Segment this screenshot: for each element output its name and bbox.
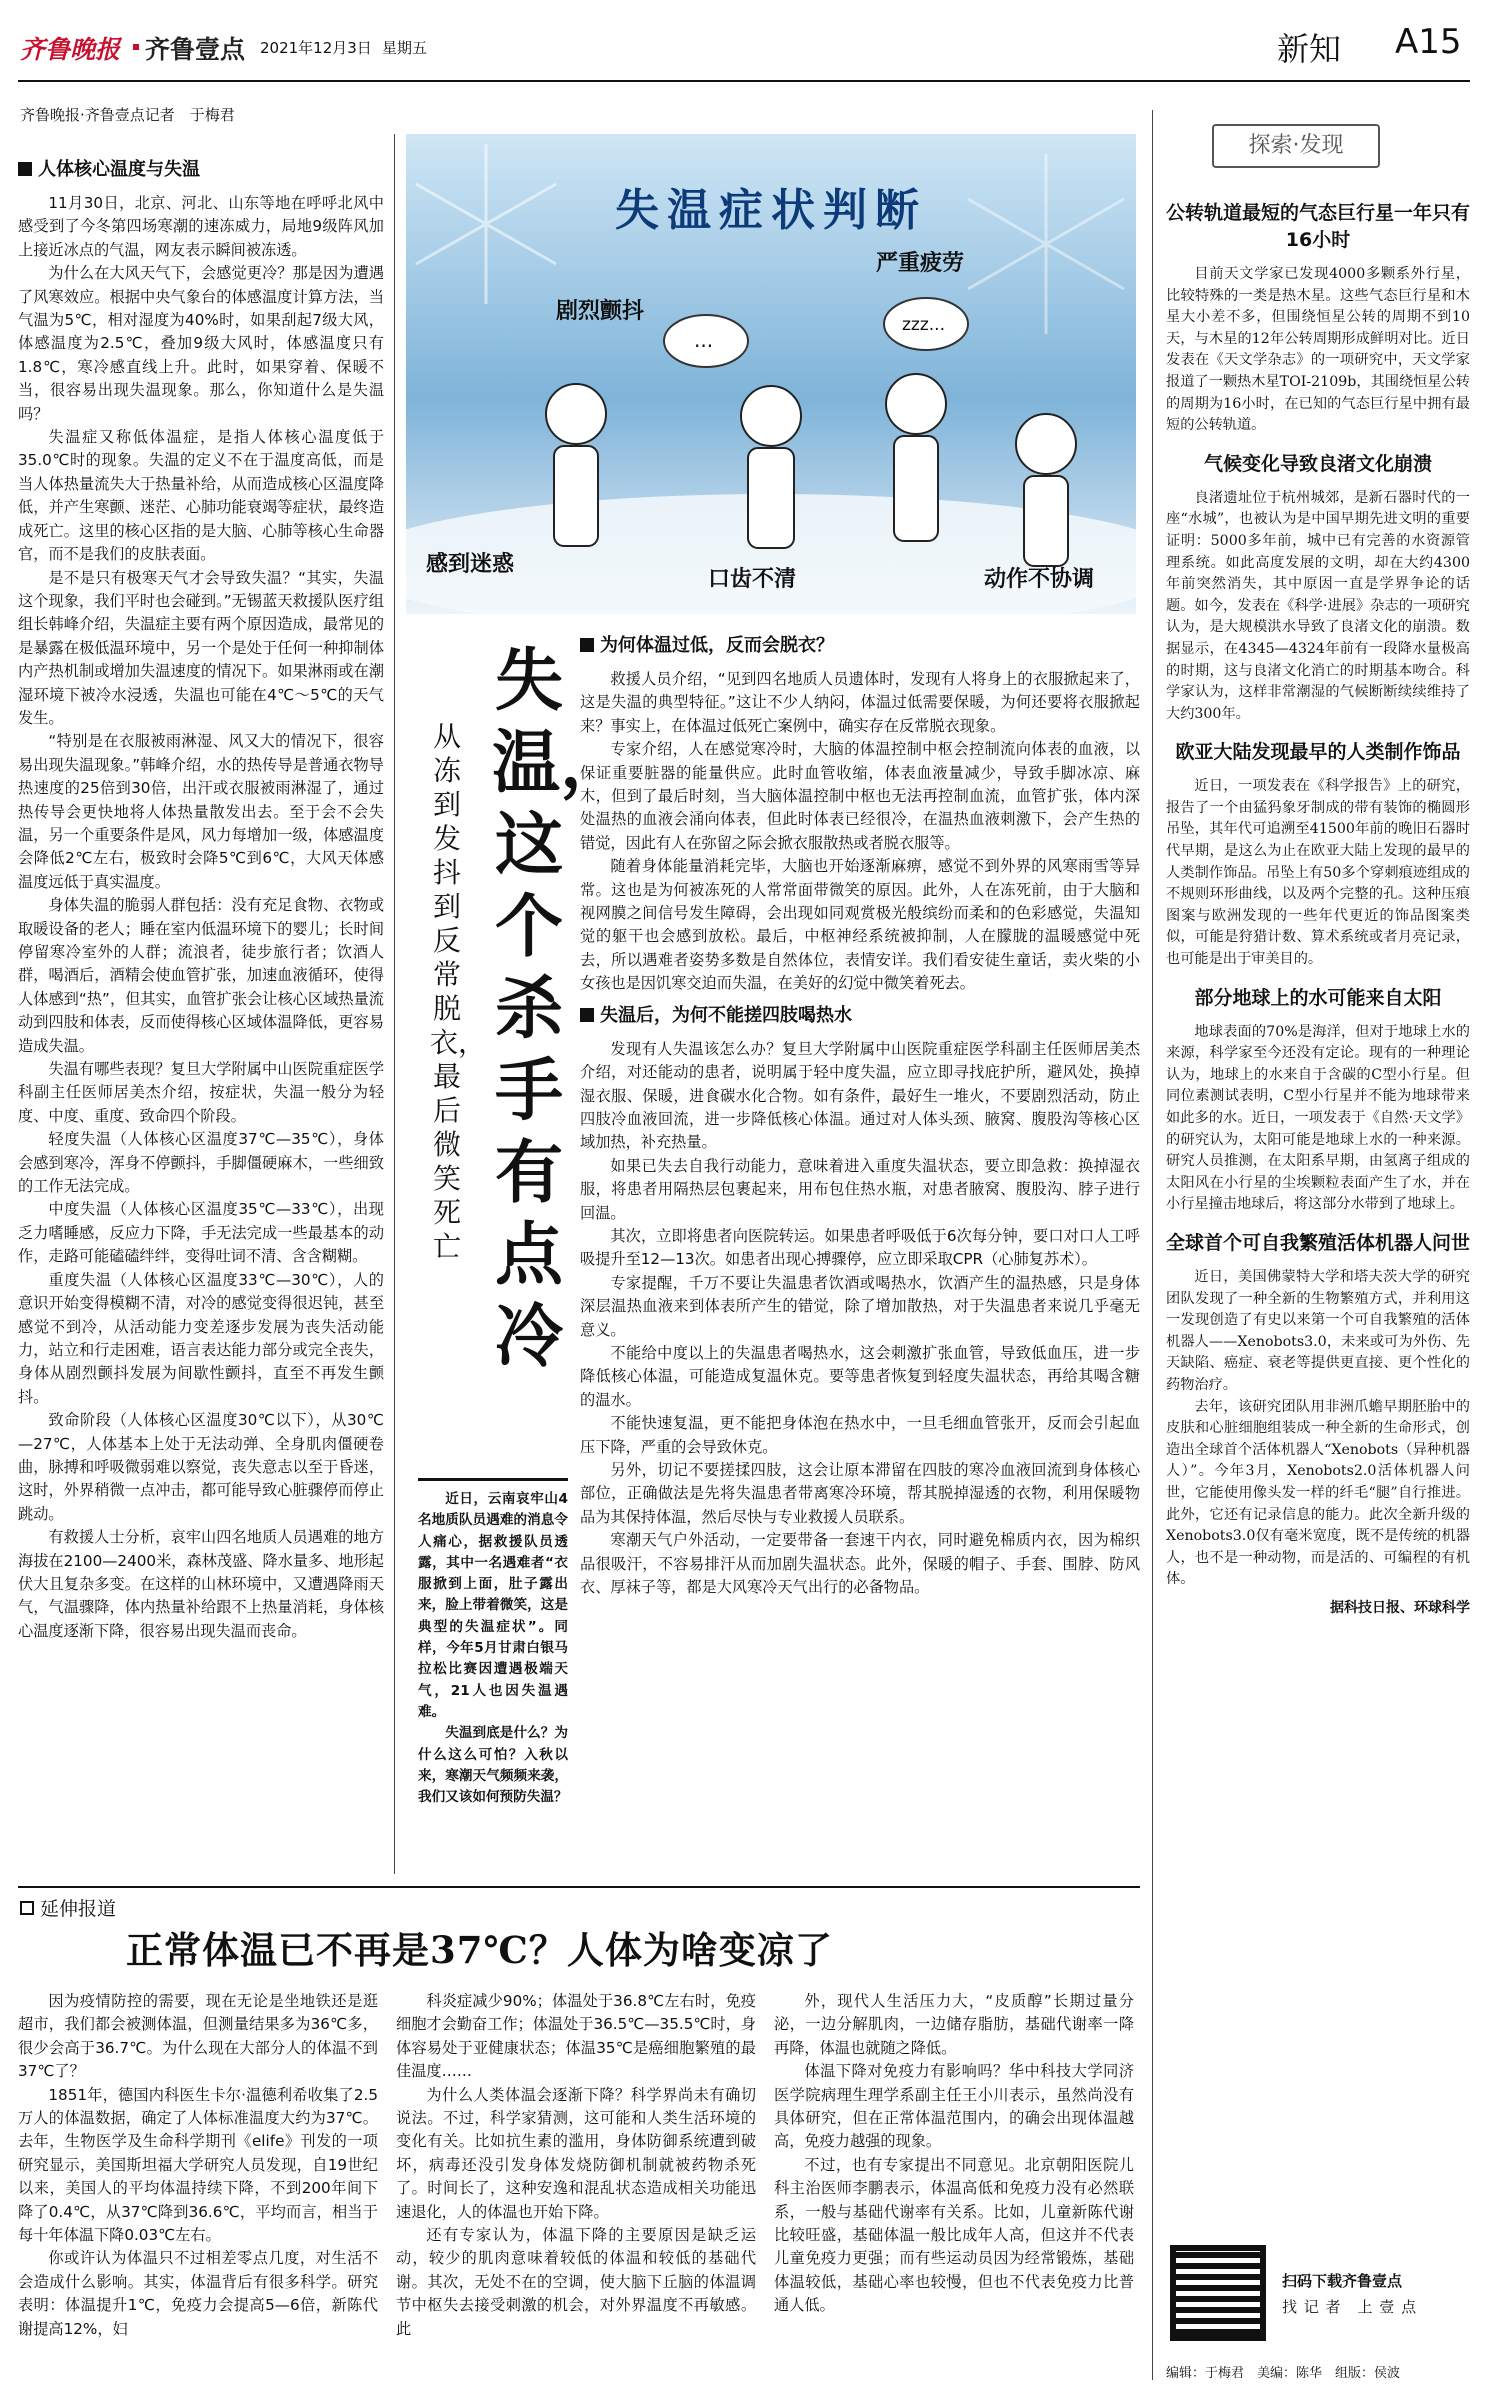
paragraph: 你或许认为体温只不过相差零点几度，对生活不会造成什么影响。其实，体温背后有很多科学。研究表明：体温提升1℃，免疫力会提高5—6倍，新陈代谢提高12%，妇 (18, 2249, 378, 2338)
symptom-label: 剧烈颤抖 (556, 299, 645, 324)
paragraph: 中度失温（人体核心区温度35℃—33℃），出现乏力嗜睡感，反应力下降，手无法完成一些最基本的动作，走路可能磕磕绊绊，变得吐词不清、含含糊糊。 (18, 1200, 384, 1266)
paragraph: 有救援人士分析，哀牢山四名地质人员遇难的地方海拔在2100—2400米，森林茂盛、降水量多、地形起伏大且复杂多变。在这样的山林环境中，又遭遇降雨天气，气温骤降，体内热量补给跟不上热量消耗，身体核心温度逐渐下降，很容易出现失温而丧命。 (18, 1528, 384, 1640)
paragraph: 轻度失温（人体核心区温度37℃—35℃），身体会感到寒冷，浑身不停颤抖，手脚僵硬麻木，一些细致的工作无法完成。 (18, 1130, 384, 1196)
qr-code[interactable] (1170, 2245, 1266, 2341)
person-figure (546, 384, 606, 546)
lead-box (418, 1478, 568, 1862)
paragraph: 因为疫情防控的需要，现在无论是坐地铁还是逛超市，我们都会被测体温，但测量结果多为36℃多，很少会高于36.7℃。为什么现在大部分人的体温不到37℃了？ (18, 1992, 378, 2081)
infographic-title: 失温症状判断 (615, 185, 927, 236)
column-rule (394, 134, 395, 1874)
page-number: A15 (1395, 22, 1462, 62)
paragraph: 为什么人类体温会逐渐下降？科学界尚未有确切说法。不过，科学家猜测，这可能和人类生活环境的变化有关。比如抗生素的滥用，身体防御系统遭到破坏，病毒还没引发身体发烧防御机制就被药物杀死了。时间长了，这种安逸和混乱状态造成相关功能迅速退化，人的体温也开始下降。 (396, 2085, 756, 2221)
masthead-rule (18, 80, 1470, 82)
section-name: 新知 (1277, 30, 1342, 68)
paragraph: 1851年，德国内科医生卡尔·温德利希收集了2.5万人的体温数据，确定了人体标准温度大约为37℃。去年，生物医学及生命科学期刊《elife》刊发的一项研究显示，美国斯坦福大学研究人员发现，自19世纪以来，美国人的平均体温持续下降，不到200年间下降了0.4℃，从37℃降到36.6℃，平均而言，相当于每十年体温下降0.03℃左右。 (18, 2085, 378, 2245)
paragraph: 科炎症减少90%；体温处于36.8℃左右时，免疫细胞才会勤奋工作；体温处于36.5℃—35.5℃时，身体容易处于亚健康状态；体温35℃是癌细胞繁殖的最佳温度…… (396, 1992, 756, 2081)
person-figure (1016, 414, 1076, 566)
square-bullet-icon (18, 162, 32, 176)
symptom-label: 口齿不清 (708, 567, 797, 592)
paragraph: 11月30日，北京、河北、山东等地在呼呼北风中感受到了今冬第四场寒潮的速冻威力，局地9级阵风加上接近冰点的气温，网友表示瞬间被冻透。 (18, 194, 384, 259)
section-heading-text: 人体核心温度与失温 (38, 159, 200, 180)
paragraph: 是不是只有极寒天气才会导致失温？“其实，失温这个现象，我们平时也会碰到。”无锡蓝天救援队医疗组组长韩峰介绍，失温症主要有两个原因造成，最常见的是暴露在极低温环境中，另一个是处于任何一种抑制体内产热机制或增加失温速度的情况下。如果淋雨或在潮湿环境下被冷水浸透，失温也可能在4℃～5℃的天气发生。 (18, 568, 384, 727)
paragraph: 专家介绍，人在感觉寒冷时，大脑的体温控制中枢会控制流向体表的血液，以保证重要脏器的能量供应。此时血管收缩，体表血液量减少，导致手脚冰凉、麻木，但到了最后时刻，当大脑体温控制中枢也无法再控制血流，血管扩张，体内深处温热的血液会涌向体表，但此时体表已经很冷，在温热血液刺激下，会产生热的错觉，因此有人在弥留之际会掀衣服散热或者脱衣服等。 (580, 740, 1140, 852)
extension-rule (18, 1886, 1140, 1888)
lead-paragraph: 失温到底是什么？为什么这么可怕？入秋以来，寒潮天气频频来袭，我们又该如何预防失温？ (418, 1725, 568, 1806)
main-headline: 失温，这个杀手有点冷 (492, 641, 629, 1377)
section-heading (18, 156, 384, 184)
sidebar-paragraph: 近日，美国佛蒙特大学和塔夫茨大学的研究团队发现了一种全新的生物繁殖方式，并利用这一发现创造了有史以来第一个可自我繁殖的活体机器人——Xenobots3.0，未来或可为外伤、先天缺陷、癌症、衰老等提供更直接、更个性化的药物治疗。 (1166, 1268, 1470, 1393)
paragraph: 不能快速复温，更不能把身体泡在热水中，一旦毛细血管张开，反而会引起血压下降，严重的会导致休克。 (580, 1414, 1140, 1456)
lead-paragraph: 近日，云南哀牢山4名地质队员遇难的消息令人痛心，据救援队员透露，其中一名遇难者“衣服掀到上面，肚子露出来，脸上带着微笑，这是典型的失温症状”。同样，今年5月甘肃白银马拉松比赛因遭遇极端天气，21人也因失温遇难。 (418, 1491, 568, 1720)
bubble-text: ... (694, 328, 714, 352)
paragraph: 外，现代人生活压力大，“皮质醇”长期过量分泌，一边分解肌肉，一边储存脂肪，基础代谢率一降再降，体温也就随之降低。 (774, 1992, 1134, 2057)
separator-dot (133, 44, 139, 50)
person-figure (741, 386, 801, 548)
extension-column (18, 1990, 378, 2386)
sub-headline: 从冻到发抖到反常脱衣，最后微笑死亡 (430, 720, 487, 1263)
page-footer: 编辑：于梅君 美编：陈华 组版：侯波 (1166, 2366, 1401, 2381)
extension-headline: 正常体温已不再是37℃？人体为啥变凉了 (126, 1928, 833, 1972)
issue-weekday: 星期五 (382, 39, 428, 57)
symptom-label: 动作不协调 (984, 567, 1095, 592)
qr-caption: 扫码下载齐鲁壹点 (1282, 2272, 1403, 2290)
sidebar-article-title: 气候变化导致良渚文化崩溃 (1203, 452, 1432, 475)
paragraph: 如果已失去自我行动能力，意味着进入重度失温状态，要立即急救：换掉湿衣服，将患者用隔热层包裹起来，用布包住热水瓶，对患者腋窝、腹股沟、脖子进行回温。 (580, 1156, 1140, 1222)
article-column-3 (580, 626, 1140, 1872)
paragraph: “特别是在衣服被雨淋湿、风又大的情况下，很容易出现失温现象。”韩峰介绍，水的热传导是普通衣物导热速度的25倍到30倍，出汗或衣服被雨淋湿了，通过热传导会更快地将人体热量散发出去。至于会不会失温，另一个重要条件是风，风力每增加一级，体感温度会降低2℃左右，极致时会降5℃到6℃，大风天体感温度远低于真实温度。 (18, 732, 384, 891)
paragraph: 重度失温（人体核心区温度33℃—30℃），人的意识开始变得模糊不清，对冷的感觉变得很迟钝，甚至感觉不到冷，从活动能力变差逐步发展为丧失活动能力，站立和行走困难，语言表达能力部分或完全丧失，身体从剧烈颤抖发展为间歇性颤抖，直至不再发生颤抖。 (18, 1270, 384, 1406)
sidebar-paragraph: 去年，该研究团队用非洲爪蟾早期胚胎中的皮肤和心脏细胞组装成一种全新的生命形式，创造出全球首个活体机器人“Xenobots（异种机器人）”。今年3月，Xenobots2.0活体机器人问世，它能使用像头发一样的纤毛“腿”自行推进。此外，它还有记录信息的能力。此次全新升级的Xenobots3.0仅有毫米宽度，既不是传统的机器人，也不是一种动物，而是活的、可编程的有机体。 (1166, 1398, 1470, 1588)
sidebar-rule (1152, 110, 1153, 2380)
sidebar-article-title: 公转轨道最短的气态巨行星一年只有16小时 (1166, 202, 1470, 251)
extension-column (774, 1990, 1134, 2386)
paragraph: 发现有人失温该怎么办？复旦大学附属中山医院重症医学科副主任医师居美杰介绍，对还能动的患者，说明属于轻中度失温，应立即寻找庇护所，避风处，换掉湿衣服、保暖，进食碳水化合物。如有条件，最好生一堆火，不要剧烈活动，防止四肢冷血液回流，进一步降低核心体温。通过对人体头颈、腋窝、腹股沟等核心区域加热，补充热量。 (580, 1039, 1140, 1152)
paper-logo: 齐鲁晚报 (20, 35, 121, 64)
square-bullet-icon (580, 1008, 594, 1022)
sidebar-paragraph: 近日，一项发表在《科学报告》上的研究，报告了一个由猛犸象牙制成的带有装饰的椭圆形吊坠，其年代可追溯至41500年前的晚旧石器时代早期，是这么为止在欧亚大陆上发现的最早的人类制作饰品。吊坠上有50多个穿刺痕迹组成的不规则环形曲线，以及两个完整的孔。这种压痕图案与欧洲发现的一些年代更近的饰品图案类似，可能是狩猎计数、算术系统或者月亮记录，也可能是出于审美目的。 (1166, 778, 1470, 968)
sidebar-paragraph: 良渚遗址位于杭州城郊，是新石器时代的一座“水城”，也被认为是中国早期先进文明的重要证明：5000多年前，城中已有完善的水资源管理系统。如此高度发展的文明，却在大约4300年前突然消失，其中原因一直是学界争论的话题。如今，发表在《科学·进展》杂志的一项研究认为，是大规模洪水导致了良渚文化的崩溃。数据显示，在4345—4324年前有一段降水量极高的时期，这与良渚文化消亡的时期基本吻合。科学家认为，这样非常潮湿的气候断断续续维持了大约300年。 (1166, 489, 1470, 722)
sidebar-source: 据科技日报、环球科学 (1330, 1599, 1470, 1616)
app-logo: 齐鲁壹点 (145, 35, 246, 64)
symptom-label: 感到迷惑 (426, 552, 515, 577)
paragraph: 随着身体能量消耗完毕，大脑也开始逐渐麻痹，感觉不到外界的风寒雨雪等异常。这也是为何被冻死的人常常面带微笑的原因。此外，人在冻死前，由于大脑和视网膜之间信号发生障碍，会出现如同观赏极光般缤纷而柔和的色彩感觉，失温知觉的躯干也会感到放松。最后，中枢神经系统被抑制，人在朦胧的温暖感觉中死去，所以遇难者姿势多数是自然体位，表情安详。我们看安徒生童话，卖火柴的小女孩也是因饥寒交迫而失温，在美好的幻觉中微笑着死去。 (580, 857, 1140, 993)
symptom-label: 严重疲劳 (876, 251, 965, 276)
section-heading-text: 为何体温过低，反而会脱衣？ (600, 635, 834, 656)
sidebar-article-title: 欧亚大陆发现最早的人类制作饰品 (1175, 741, 1461, 764)
snowflake-icon (416, 144, 556, 304)
paragraph: 专家提醒，千万不要让失温患者饮酒或喝热水，饮酒产生的温热感，只是身体深层温热血液来到体表所产生的错觉，除了增加散热，对于失温患者来说几乎毫无意义。 (580, 1273, 1140, 1339)
paragraph: 失温有哪些表现？复旦大学附属中山医院重症医学科副主任医师居美杰介绍，按症状，失温一般分为轻度、中度、重度、致命四个阶段。 (18, 1060, 384, 1125)
infographic (406, 134, 1136, 614)
sidebar-article-title: 部分地球上的水可能来自太阳 (1194, 986, 1442, 1009)
sidebar-articles (1166, 186, 1470, 2176)
paragraph: 体温下降对免疫力有影响吗？华中科技大学同济医学院病理生理学系副主任王小川表示，虽然尚没有具体研究，但在正常体温范围内，的确会出现体温越高，免疫力越强的现象。 (774, 2062, 1134, 2151)
paragraph: 致命阶段（人体核心区温度30℃以下），从30℃—27℃，人体基本上处于无法动弹、全身肌肉僵硬卷曲，脉搏和呼吸微弱难以察觉，丧失意志以至于昏迷，这时，外界稍微一点冲击，都可能导致心脏骤停而停止跳动。 (18, 1411, 384, 1523)
paragraph: 还有专家认为，体温下降的主要原因是缺乏运动，较少的肌肉意味着较低的体温和较低的基础代谢。其次，无处不在的空调，使大脑下丘脑的体温调节中枢失去接受刺激的机会，对外界温度不再敏感。此 (396, 2226, 756, 2338)
sidebar-tag: 探索·发现 (1212, 124, 1380, 168)
report-icon (20, 1901, 34, 1915)
extension-tag-text: 延伸报道 (40, 1898, 117, 1920)
paragraph: 其次，立即将患者向医院转运。如果患者呼吸低于6次每分钟，要口对口人工呼吸提升至12—13次。如患者出现心搏骤停，应立即采取CPR（心肺复苏术）。 (580, 1226, 1140, 1269)
qr-caption: 找 记 者 上 壹 点 (1282, 2298, 1418, 2316)
person-figure (886, 374, 946, 541)
issue-date: 2021年12月3日 (260, 39, 372, 57)
bubble-text: zzz... (902, 315, 945, 335)
paragraph: 为什么在大风天气下，会感觉更冷？那是因为遭遇了风寒效应。根据中央气象台的体感温度计算方法，当气温为5℃，相对湿度为40%时，如果刮起7级大风，体感温度为2.5℃，叠加9级大风时，体感温度只有1.8℃，寒冷感直线上升。此时，如果穿着、保暖不当，很容易出现失温现象。那么，你知道什么是失温吗？ (18, 264, 384, 423)
paragraph: 另外，切记不要搓揉四肢，这会让原本滞留在四肢的寒冷血液回流到身体核心部位，正确做法是先将失温患者带离寒冷环境，帮其脱掉湿透的衣物，利用保暖物品为其保持体温，然后尽快与专业救援人员联系。 (580, 1461, 1140, 1526)
sidebar-article-title: 全球首个可自我繁殖活体机器人问世 (1166, 1231, 1470, 1254)
paragraph: 不过，也有专家提出不同意见。北京朝阳医院儿科主治医师李鹏表示，体温高低和免疫力没有必然联系，一般与基础代谢率有关系。比如，儿童新陈代谢比较旺盛，基础体温一般比成年人高，但这并不代表儿童免疫力更强；而有些运动员因为经常锻炼，基础体温较低，基础心率也较慢，但也不代表免疫力比普通人低。 (774, 2155, 1134, 2315)
sidebar-paragraph: 地球表面的70%是海洋，但对于地球上水的来源，科学家至今还没有定论。现有的一种理论认为，地球上的水来自于含碳的C型小行星。但同位素测试表明，C型小行星并不能为地球带来如此多的水。近日，一项发表于《自然·天文学》的研究认为，太阳可能是地球上水的一种来源。研究人员推测，在太阳系早期，由氢离子组成的太阳风在小行星的尘埃颗粒表面产生了水，并在小行星撞击地球后，将这部分水带到了地球上。 (1166, 1023, 1470, 1213)
section-heading (580, 632, 1140, 660)
sidebar-paragraph: 目前天文学家已发现4000多颗系外行星，比较特殊的一类是热木星。这些气态巨行星和木星大小差不多，但围绕恒星公转的周期不到10天，与木星的12年公转周期形成鲜明对比。近日发表在《天文学杂志》的一项研究中，天文学家报道了一颗热木星TOI-2109b，其围绕恒星公转的周期为16小时，在已知的气态巨行星中拥有最短的公转轨道。 (1166, 266, 1470, 434)
article-column-1 (18, 150, 384, 1870)
extension-column (396, 1990, 756, 2386)
masthead (0, 0, 1488, 74)
extension-tag (20, 1894, 116, 1921)
paragraph: 身体失温的脆弱人群包括：没有充足食物、衣物或取暖设备的老人；睡在室内低温环境下的婴儿；长时间停留寒冷室外的人群；流浪者，徒步旅行者；饮酒人群，喝酒后，酒精会使血管扩张，加速血液循环，使得人体感到“热”，但其实，血管扩张会让核心区域热量流动到四肢和体表，反而使得核心区域体温降低，更容易造成失温。 (18, 896, 384, 1055)
paragraph: 不能给中度以上的失温患者喝热水，这会刺激扩张血管，导致低血压，进一步降低核心体温，可能造成复温休克。要等患者恢复到轻度失温状态，再给其喝含糖的温水。 (580, 1343, 1140, 1409)
section-heading-text: 失温后，为何不能搓四肢喝热水 (600, 1004, 852, 1026)
byline: 齐鲁晚报·齐鲁壹点记者 于梅君 (20, 106, 235, 124)
square-bullet-icon (580, 638, 594, 652)
paragraph: 救援人员介绍，“见到四名地质人员遗体时，发现有人将身上的衣服掀起来了，这是失温的典型特征。”这让不少人纳闷，体温过低需要保暖，为何还要将衣服掀起来？事实上，在体温过低死亡案例中，确实存在反常脱衣现象。 (580, 670, 1140, 735)
paragraph: 失温症又称低体温症，是指人体核心温度低于35.0℃时的现象。失温的定义不在于温度高低，而是当人体热量流失大于热量补给，从而造成核心区温度降低，并产生寒颤、迷茫、心肺功能衰竭等症状，最终造成死亡。这里的核心区指的是大脑、心肺等核心生命器官，而不是我们的皮肤表面。 (18, 428, 384, 564)
paragraph: 寒潮天气户外活动，一定要带备一套速干内衣，同时避免棉质内衣，因为棉织品很吸汗，不容易排汗从而加剧失温状态。此外，保暖的帽子、手套、围脖、防风衣、厚袜子等，都是大风寒冷天气出行的必备物品。 (580, 1531, 1140, 1597)
snowflake-icon (968, 154, 1124, 334)
section-heading (580, 1002, 1140, 1030)
